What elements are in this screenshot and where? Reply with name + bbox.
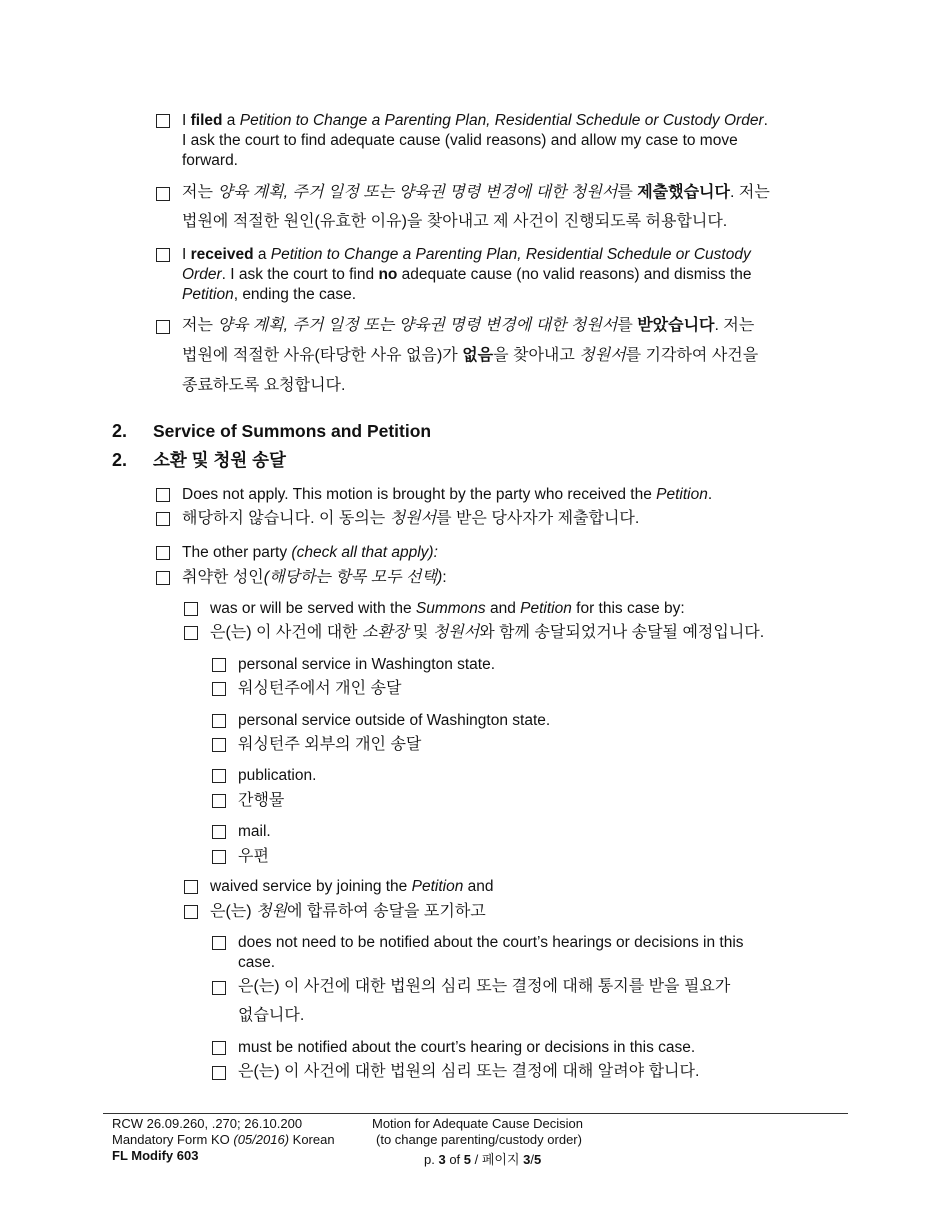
- waived-en: waived service by joining the Petition and: [210, 878, 494, 895]
- received-ko-line1: 저는 양육 계획, 주거 일정 또는 양육권 명령 변경에 대한 청원서를 받았습니다. 저는: [182, 317, 755, 334]
- other-party-ko: 취약한 성인(해당하는 항목 모두 선택):: [182, 569, 447, 586]
- no-notify-checkbox[interactable]: [212, 936, 226, 950]
- method-personal-wa-ko-checkbox[interactable]: [212, 682, 226, 696]
- other-party-ko-checkbox[interactable]: [156, 571, 170, 585]
- footer-divider: [103, 1113, 848, 1114]
- method-publication-checkbox[interactable]: [212, 769, 226, 783]
- received-en-line1: I received a Petition to Change a Parenting Plan, Residential Schedule or Custody: [182, 246, 751, 263]
- method-personal-wa-en: personal service in Washington state.: [238, 656, 496, 673]
- received-en-line3: Petition, ending the case.: [182, 286, 357, 303]
- no-notify-en-line2: case.: [238, 954, 276, 971]
- footer-title-1: Motion for Adequate Cause Decision: [372, 1116, 584, 1131]
- no-notify-ko-line2: 없습니다.: [238, 1007, 305, 1024]
- method-mail-ko: 우편: [238, 848, 269, 865]
- other-party-en: The other party (check all that apply):: [182, 544, 438, 561]
- no-notify-ko-checkbox[interactable]: [212, 981, 226, 995]
- method-personal-out-checkbox[interactable]: [212, 714, 226, 728]
- filed-en-line3: forward.: [182, 152, 238, 169]
- must-notify-checkbox[interactable]: [212, 1041, 226, 1055]
- method-personal-out-ko: 워싱턴주 외부의 개인 송달: [238, 736, 422, 753]
- received-ko-line3: 종료하도록 요청합니다.: [182, 377, 346, 394]
- waived-ko-checkbox[interactable]: [184, 905, 198, 919]
- received-ko-line2: 법원에 적절한 사유(타당한 사유 없음)가 없음을 찾아내고 청원서를 기각하여 사건을: [182, 347, 759, 364]
- section-title-en: Service of Summons and Petition: [153, 421, 432, 441]
- filed-ko-checkbox[interactable]: [156, 187, 170, 201]
- other-party-checkbox[interactable]: [156, 546, 170, 560]
- must-notify-en: must be notified about the court’s hearing or decisions in this case.: [238, 1039, 696, 1056]
- received-ko-checkbox[interactable]: [156, 320, 170, 334]
- not-apply-ko-checkbox[interactable]: [156, 512, 170, 526]
- served-ko-checkbox[interactable]: [184, 626, 198, 640]
- served-en: was or will be served with the Summons and Petition for this case by:: [210, 600, 685, 617]
- filed-checkbox[interactable]: [156, 114, 170, 128]
- footer-rcw: RCW 26.09.260, .270; 26.10.200: [112, 1116, 303, 1131]
- footer-page: p. 3 of 5 / 페이지 3/5: [424, 1152, 542, 1167]
- served-checkbox[interactable]: [184, 602, 198, 616]
- must-notify-ko-checkbox[interactable]: [212, 1066, 226, 1080]
- filed-en-line1: I filed a Petition to Change a Parenting Plan, Residential Schedule or Custody Order.: [182, 112, 768, 129]
- not-apply-checkbox[interactable]: [156, 488, 170, 502]
- method-publication-ko: 간행물: [238, 792, 285, 809]
- method-mail-ko-checkbox[interactable]: [212, 850, 226, 864]
- no-notify-en-line1: does not need to be notified about the court’s hearings or decisions in this: [238, 934, 744, 951]
- method-mail-en: mail.: [238, 823, 271, 840]
- filed-en-line2: I ask the court to find adequate cause (valid reasons) and allow my case to move: [182, 132, 738, 149]
- footer-form: Mandatory Form KO (05/2016) Korean: [112, 1132, 335, 1147]
- footer-form-id: FL Modify 603: [112, 1148, 199, 1163]
- served-ko: 은(는) 이 사건에 대한 소환장 및 청원서와 함께 송달되었거나 송달될 예정입니다.: [210, 624, 765, 641]
- method-personal-out-en: personal service outside of Washington state.: [238, 712, 551, 729]
- section-number: 2.: [112, 421, 128, 441]
- footer-title-2: (to change parenting/custody order): [376, 1132, 582, 1147]
- section-number-ko: 2.: [112, 450, 128, 470]
- method-personal-wa-checkbox[interactable]: [212, 658, 226, 672]
- not-apply-ko: 해당하지 않습니다. 이 동의는 청원서를 받은 당사자가 제출합니다.: [182, 510, 640, 527]
- method-publication-en: publication.: [238, 767, 317, 784]
- method-personal-wa-ko: 워싱턴주에서 개인 송달: [238, 680, 402, 697]
- waived-checkbox[interactable]: [184, 880, 198, 894]
- filed-ko-line1: 저는 양육 계획, 주거 일정 또는 양육권 명령 변경에 대한 청원서를 제출했습니다. 저는: [182, 184, 770, 201]
- method-mail-checkbox[interactable]: [212, 825, 226, 839]
- method-personal-out-ko-checkbox[interactable]: [212, 738, 226, 752]
- received-en-line2: Order. I ask the court to find no adequate cause (no valid reasons) and dismiss the: [182, 266, 752, 283]
- no-notify-ko-line1: 은(는) 이 사건에 대한 법원의 심리 또는 결정에 대해 통지를 받을 필요가: [238, 978, 731, 995]
- not-apply-en: Does not apply. This motion is brought by the party who received the Petition.: [182, 486, 713, 503]
- must-notify-ko: 은(는) 이 사건에 대한 법원의 심리 또는 결정에 대해 알려야 합니다.: [238, 1063, 700, 1080]
- method-publication-ko-checkbox[interactable]: [212, 794, 226, 808]
- waived-ko: 은(는) 청원에 합류하여 송달을 포기하고: [210, 903, 486, 920]
- filed-ko-line2: 법원에 적절한 원인(유효한 이유)을 찾아내고 제 사건이 진행되도록 허용합니다.: [182, 213, 728, 230]
- received-checkbox[interactable]: [156, 248, 170, 262]
- section-title-ko: 소환 및 청원 송달: [153, 450, 286, 470]
